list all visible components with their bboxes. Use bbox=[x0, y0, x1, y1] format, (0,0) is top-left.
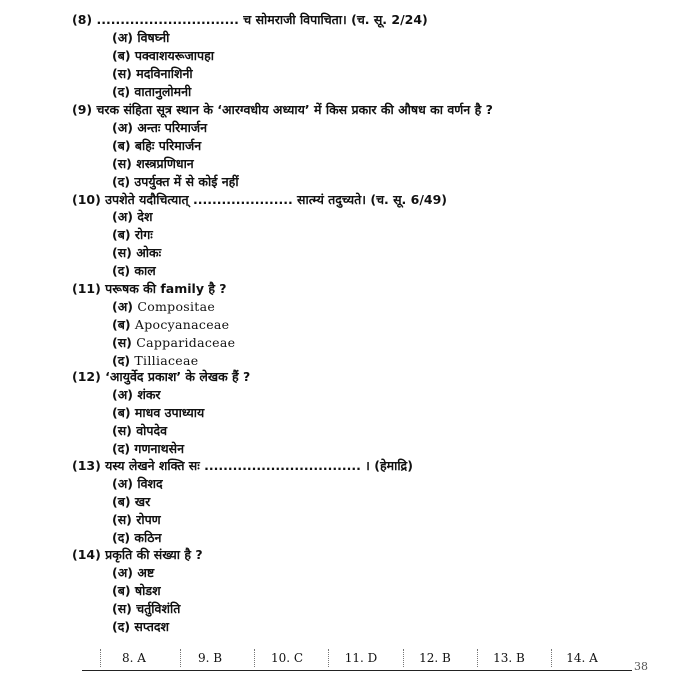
answer-14: 14. A bbox=[566, 651, 598, 665]
question-12-option-b: (ब) माधव उपाध्याय bbox=[112, 405, 205, 420]
question-8-option-c: (स) मदविनाशिनी bbox=[112, 66, 193, 81]
question-10-option-c: (स) ओकः bbox=[112, 245, 162, 260]
question-10-option-a: (अ) देश bbox=[112, 209, 153, 224]
question-10-option-d: (द) काल bbox=[112, 263, 156, 278]
question-12-option-a: (अ) शंकर bbox=[112, 387, 161, 402]
botanical-family-name: Capparidaceae bbox=[136, 335, 236, 350]
question-14-option-c: (स) चर्तुविशंति bbox=[112, 601, 181, 616]
question-9-option-d: (द) उपर्युक्त में से कोई नहीं bbox=[112, 174, 239, 189]
question-8-option-b: (ब) पक्वाशयरूजापहा bbox=[112, 48, 214, 63]
question-8-option-a: (अ) विषघ्नी bbox=[112, 30, 170, 45]
question-13-option-c: (स) रोपण bbox=[112, 512, 161, 527]
question-11-option-c: (स) Capparidaceae bbox=[112, 335, 236, 350]
question-14: (14) प्रकृति की संख्या है ? bbox=[72, 547, 203, 562]
botanical-family-name: Tilliaceae bbox=[134, 353, 199, 368]
question-11-option-d: (द) Tilliaceae bbox=[112, 353, 199, 368]
answer-11: 11. D bbox=[344, 651, 378, 665]
question-9: (9) चरक संहिता सूत्र स्थान के ‘आरग्वधीय अध्याय’ में किस प्रकार की औषध का वर्णन है ? bbox=[72, 102, 493, 117]
question-10-option-b: (ब) रोगः bbox=[112, 227, 153, 242]
botanical-family-name: Compositae bbox=[137, 299, 216, 314]
question-9-option-c: (स) शस्त्रप्रणिधान bbox=[112, 156, 194, 171]
question-12-option-d: (द) गणनाथसेन bbox=[112, 441, 185, 456]
answer-9: 9. B bbox=[197, 651, 223, 665]
question-13-option-a: (अ) विशद bbox=[112, 476, 163, 491]
question-11-option-b: (ब) Apocyanaceae bbox=[112, 317, 230, 332]
question-12-option-c: (स) वोपदेव bbox=[112, 423, 168, 438]
question-13-option-b: (ब) खर bbox=[112, 494, 151, 509]
answer-10: 10. C bbox=[270, 651, 304, 665]
question-9-option-b: (ब) बहिः परिमार्जन bbox=[112, 138, 202, 153]
question-9-option-a: (अ) अन्तः परिमार्जन bbox=[112, 120, 208, 135]
question-10: (10) उपशेते यदौचित्यात् ..................... सात्म्यं तदुच्यते। (च. सू. 6/49) bbox=[72, 192, 448, 207]
question-14-option-b: (ब) षोडश bbox=[112, 583, 161, 598]
question-14-option-a: (अ) अष्ट bbox=[112, 565, 155, 580]
answer-8: 8. A bbox=[122, 651, 146, 665]
answer-13: 13. B bbox=[493, 651, 525, 665]
question-11: (11) परूषक की family है ? bbox=[72, 281, 227, 296]
question-14-option-d: (द) सप्तदश bbox=[112, 619, 169, 634]
question-11-option-a: (अ) Compositae bbox=[112, 299, 216, 314]
question-13: (13) यस्य लेखने शक्ति सः ................................. । (हेमाद्रि) bbox=[72, 458, 413, 473]
question-8-option-d: (द) वातानुलोमनी bbox=[112, 84, 192, 99]
question-13-option-d: (द) कठिन bbox=[112, 530, 162, 545]
answer-12: 12. B bbox=[419, 651, 451, 665]
page-number: 38 bbox=[634, 660, 648, 673]
botanical-family-name: Apocyanaceae bbox=[134, 317, 230, 332]
question-8: (8) .............................. च सोमराजी विपाचिता। (च. सू. 2/24) bbox=[72, 12, 428, 27]
question-12: (12) ‘आयुर्वेद प्रकाश’ के लेखक हैं ? bbox=[72, 369, 251, 384]
